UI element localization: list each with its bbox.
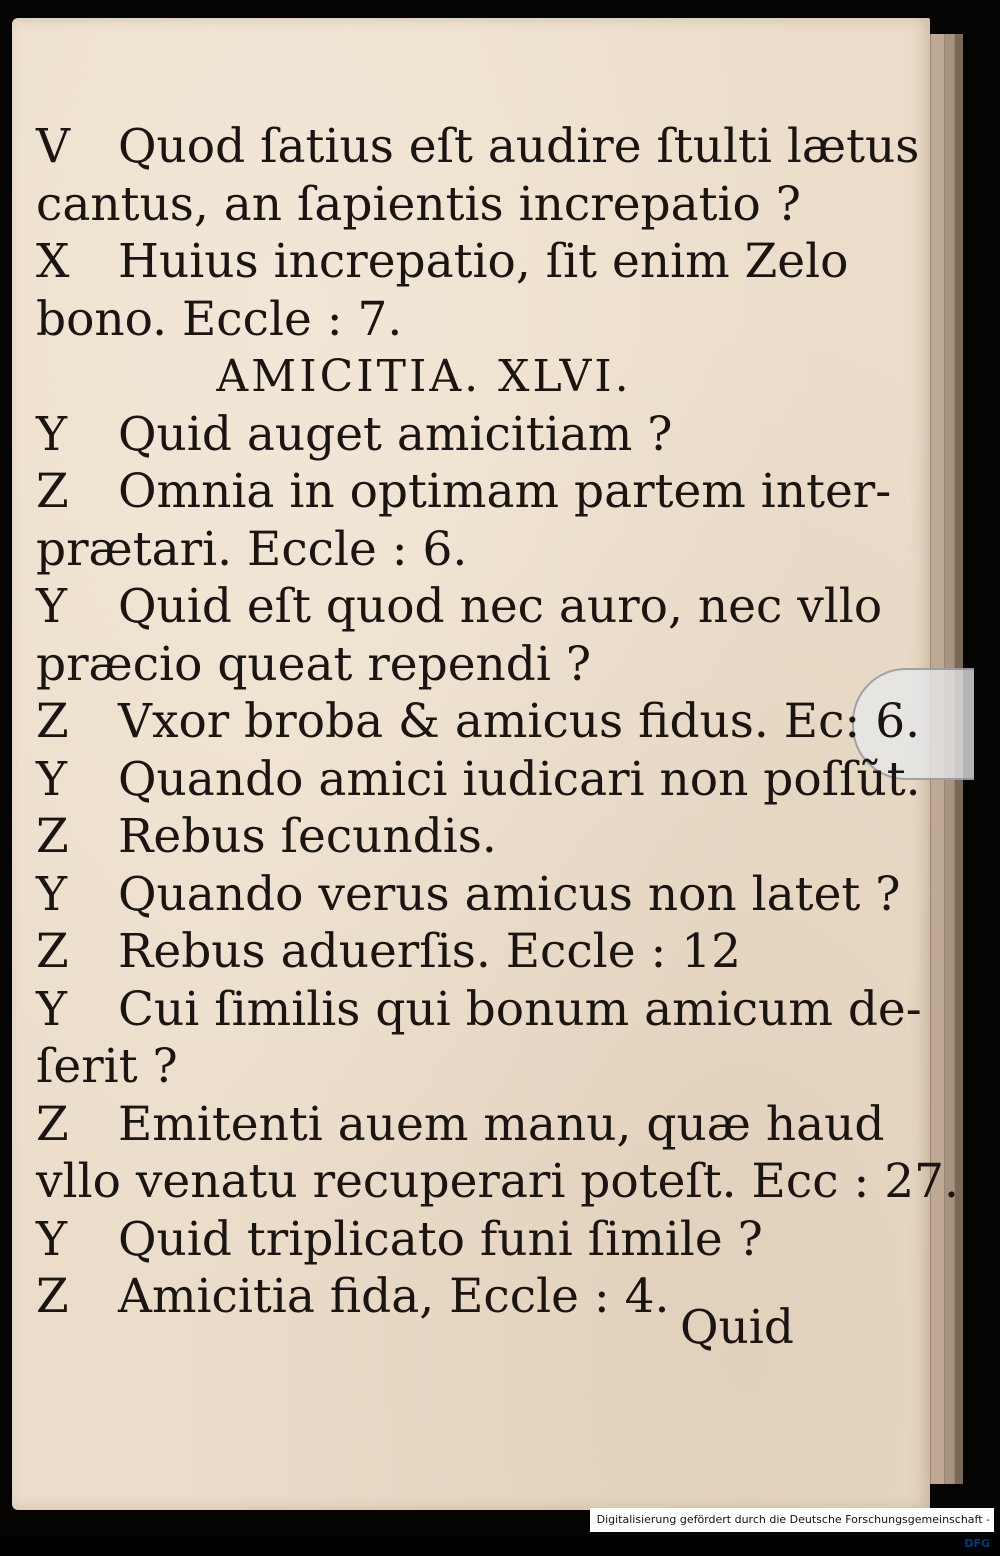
text-line	[36, 808, 796, 866]
text-line	[36, 291, 796, 349]
text-line	[36, 923, 796, 981]
catchword: Quid	[680, 1300, 794, 1355]
text-line	[36, 693, 921, 751]
line-text: Rebus aduerſis. Eccle : 12	[118, 924, 742, 979]
text-line	[36, 866, 901, 924]
text-line	[36, 1096, 885, 1154]
text-line	[36, 1153, 959, 1211]
speaker-letter: Z	[36, 694, 69, 749]
text-line	[36, 1211, 796, 1269]
speaker-letter: Y	[36, 1211, 68, 1267]
line-text: bono. Eccle : 7.	[36, 291, 403, 347]
digitization-credit	[590, 1508, 994, 1550]
line-text: prætari. Eccle : 6.	[36, 521, 468, 577]
text-line	[36, 463, 892, 521]
line-text: Quando verus amicus non latet ?	[118, 866, 901, 922]
line-text: Quid auget amicitiam ?	[118, 406, 673, 462]
speaker-letter: V	[36, 119, 70, 174]
text-line	[36, 636, 796, 694]
line-text: præcio queat rependi ?	[36, 636, 592, 692]
line-text: ſerit ?	[36, 1039, 178, 1094]
speaker-letter: Z	[36, 1269, 69, 1324]
line-text: Quod ſatius eſt audire ſtulti lætus	[118, 119, 920, 174]
line-text: cantus, an ſapientis increpatio ?	[36, 176, 801, 232]
credit-text: Digitalisierung gefördert durch die Deutsche Forschungsgemeinschaft -	[596, 1513, 990, 1526]
line-text: Quid triplicato funi ſimile ?	[118, 1211, 763, 1267]
text-line	[36, 176, 801, 234]
speaker-letter: Y	[36, 406, 68, 462]
line-text: Huius increpatio, ſit enim Zelo	[118, 234, 849, 289]
line-text: Emitenti auem manu, quæ haud	[118, 1096, 885, 1152]
line-text: Omnia in optimam partem inter-	[118, 464, 892, 519]
section-heading: AMICITIA. XLVI.	[216, 351, 632, 402]
line-text: Quando amici iudicari non poſſũt.	[118, 751, 921, 807]
speaker-letter: Z	[36, 1096, 69, 1152]
line-text: Vxor broba & amicus fidus. Ec: 6.	[118, 694, 921, 749]
speaker-letter: Y	[36, 751, 68, 807]
speaker-letter: Y	[36, 981, 68, 1037]
dfg-logo: DFG	[964, 1537, 990, 1550]
text-line	[36, 406, 796, 464]
speaker-letter: Z	[36, 924, 69, 979]
text-line	[36, 981, 922, 1039]
line-text: Rebus ſecundis.	[118, 809, 497, 864]
text-line	[36, 118, 920, 176]
text-line	[36, 1038, 796, 1096]
speaker-letter: Y	[36, 866, 68, 922]
line-text: Quid eſt quod nec auro, nec vllo	[118, 579, 883, 634]
line-text: Amicitia fida, Eccle : 4.	[118, 1269, 670, 1324]
line-text: Cui ſimilis qui bonum amicum de-	[118, 981, 922, 1037]
speaker-letter: X	[36, 234, 70, 289]
text-line	[36, 578, 883, 636]
text-line	[36, 233, 849, 291]
text-line	[36, 521, 796, 579]
speaker-letter: Y	[36, 579, 68, 634]
line-text: vllo venatu recuperari poteſt. Ecc : 27.	[36, 1154, 959, 1209]
page-text	[36, 118, 959, 1326]
text-line	[36, 751, 921, 809]
speaker-letter: Z	[36, 809, 69, 864]
speaker-letter: Z	[36, 464, 69, 519]
